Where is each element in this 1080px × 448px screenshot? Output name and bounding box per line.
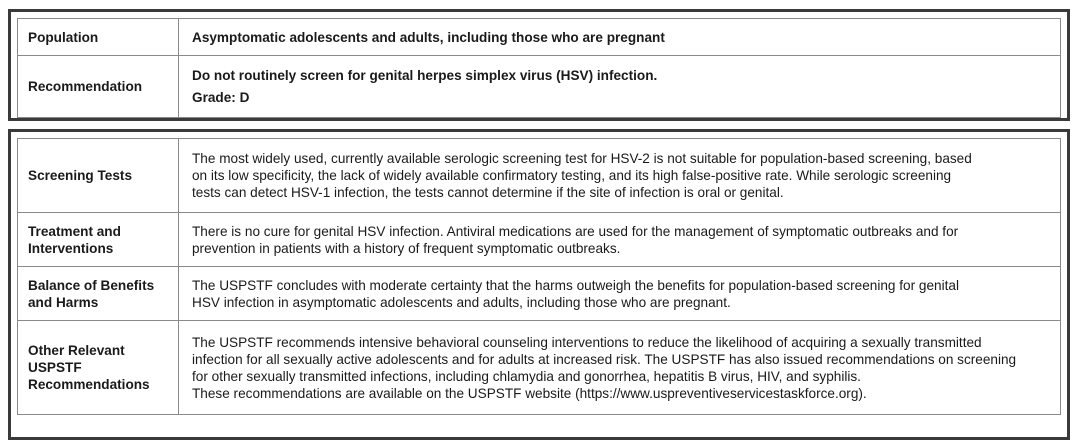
row-content-line: The most widely used, currently available serologic screening test for HSV-2 is not suitable for population-based screening, based — [192, 151, 972, 166]
population-value: Asymptomatic adolescents and adults, including those who are pregnant — [179, 19, 1061, 56]
population-label: Population — [18, 19, 179, 56]
treatment-interventions-row — [18, 213, 1061, 267]
row-label-line: Screening Tests — [28, 168, 133, 183]
details-box — [8, 129, 1070, 440]
row-content-line: tests can detect HSV-1 infection, the tests cannot determine if the site of infection is oral or genital. — [192, 185, 784, 200]
recommendation-value: Do not routinely screen for genital herpes simplex virus (HSV) infection. — [192, 68, 658, 83]
row-content — [179, 139, 1061, 213]
population-row — [18, 19, 1061, 56]
other-recommendations-row — [18, 321, 1061, 415]
row-label — [18, 139, 179, 213]
screening-tests-row — [18, 139, 1061, 213]
row-label-line: and Harms — [28, 294, 99, 310]
row-label-line: Treatment and — [28, 223, 121, 239]
row-label-line: Balance of Benefits — [28, 277, 155, 293]
row-content-line: The USPSTF recommends intensive behavioral counseling interventions to reduce the likelihood of acquiring a sexually transmitted — [192, 334, 982, 350]
row-content-line: for other sexually transmitted infections, including chlamydia and gonorrhea, hepatitis B virus, HIV, and syphilis. — [192, 368, 861, 384]
row-content-line: There is no cure for genital HSV infection. Antiviral medications are used for the management of symptomatic outbreaks and for — [192, 223, 959, 239]
recommendation-row — [18, 56, 1061, 118]
row-label-line: Recommendations — [28, 377, 150, 392]
row-label — [18, 267, 179, 321]
recommendation-cell — [179, 56, 1061, 118]
details-table — [17, 138, 1061, 415]
row-label-line: USPSTF — [28, 360, 82, 375]
summary-table — [17, 18, 1061, 118]
row-label — [18, 213, 179, 267]
summary-box — [8, 9, 1070, 121]
row-content — [179, 213, 1061, 267]
row-label — [18, 321, 179, 415]
row-content-line: prevention in patients with a history of frequent symptomatic outbreaks. — [192, 240, 621, 256]
row-content-line: These recommendations are available on the USPSTF website (https://www.uspreventiveservicestaskforce.org). — [192, 385, 867, 401]
row-content — [179, 321, 1061, 415]
row-content — [179, 267, 1061, 321]
row-content-line: infection for all sexually active adolescents and for adults at increased risk. The USPSTF has also issued recommendations on screening — [192, 351, 1017, 367]
balance-benefits-harms-row — [18, 267, 1061, 321]
row-label-line: Interventions — [28, 240, 114, 256]
row-label-line: Other Relevant — [28, 343, 125, 358]
row-content-line: The USPSTF concludes with moderate certainty that the harms outweigh the benefits for population-based screening for genital — [192, 277, 959, 293]
recommendation-grade: Grade: D — [192, 90, 250, 105]
row-content-line: HSV infection in asymptomatic adolescents and adults, including those who are pregnant. — [192, 294, 731, 310]
row-content-line: on its low specificity, the lack of widely available confirmatory testing, and its high false-positive rate. While serologic screening — [192, 168, 952, 183]
recommendation-label: Recommendation — [18, 56, 179, 118]
